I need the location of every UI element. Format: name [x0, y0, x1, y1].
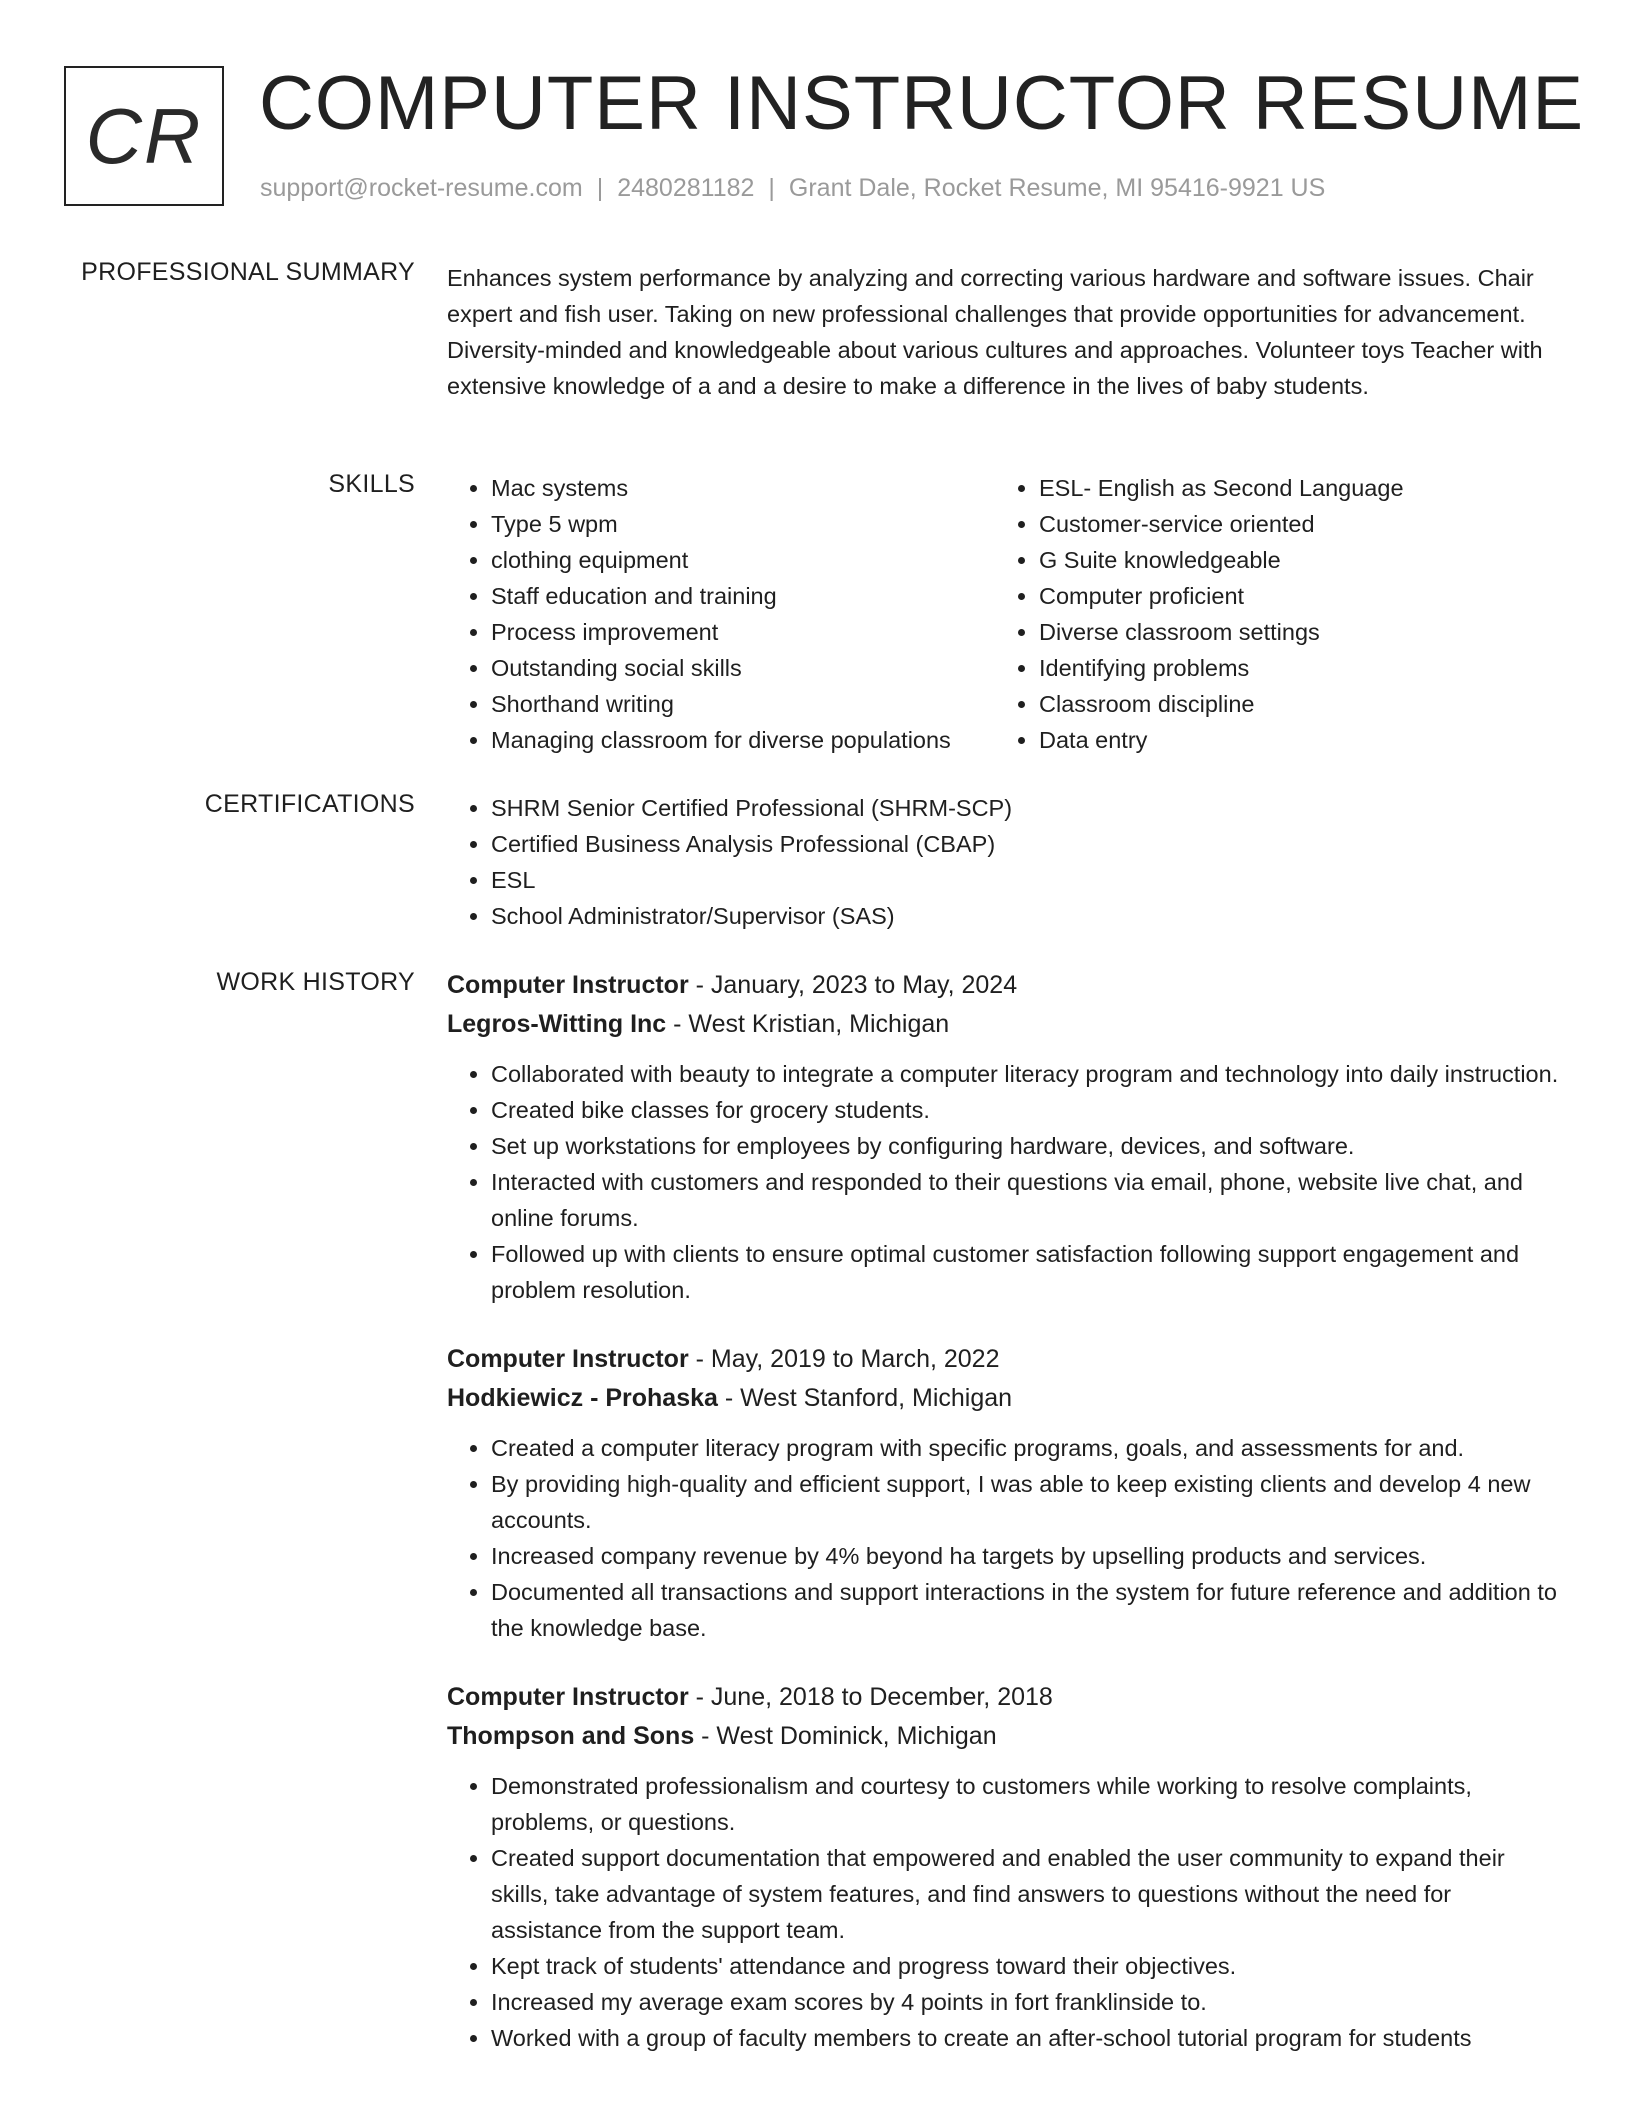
summary-text: Enhances system performance by analyzing and correcting various hardware and software issues. Chair expert and fish user. Taking on new professional challenges that provide opportunities for advancement. Diversity-minded and knowledgeable about various cultures and approaches. Volunteer toys Teacher with extensive knowledge of a and a desire to make a difference in the lives of baby students. — [447, 265, 1543, 399]
contact-address: Grant Dale, Rocket Resume, MI 95416-9921 US — [788, 174, 1326, 202]
job-bullet: • Followed up with clients to ensure optimal customer satisfaction following support engagement and problem resolution. — [491, 1236, 1567, 1308]
job-bullet: • Created a computer literacy program with specific programs, goals, and assessments for and. — [491, 1430, 1567, 1466]
job-title: Computer Instructor — [447, 1683, 689, 1711]
job-entry — [447, 966, 1567, 1308]
contact-separator: | — [596, 174, 604, 202]
job-bullets — [447, 1430, 1567, 1646]
summary-label: PROFESSIONAL SUMMARY — [81, 258, 415, 286]
job-bullets — [447, 1056, 1567, 1308]
job-bullet: • Collaborated with beauty to integrate a computer literacy program and technology into daily instruction. — [491, 1056, 1567, 1092]
job-company-line — [447, 1005, 1567, 1044]
job-location: - West Dominick, Michigan — [694, 1722, 997, 1750]
job-company: Thompson and Sons — [447, 1722, 695, 1750]
skill-item: • Diverse classroom settings — [1039, 614, 1543, 650]
certification-item: • Certified Business Analysis Professional (CBAP) — [491, 826, 1567, 862]
job-bullet: • By providing high-quality and efficient support, I was able to keep existing clients and develop 4 new accounts. — [491, 1466, 1567, 1538]
job-location: - West Kristian, Michigan — [666, 1010, 950, 1038]
job-entry — [447, 1340, 1567, 1646]
job-bullet: • Set up workstations for employees by configuring hardware, devices, and software. — [491, 1128, 1567, 1164]
certifications-body — [447, 790, 1567, 934]
skill-item: • Process improvement — [491, 614, 995, 650]
job-dates: - May, 2019 to March, 2022 — [688, 1345, 1000, 1373]
job-bullet: • Interacted with customers and responded to their questions via email, phone, website live chat, and online forums. — [491, 1164, 1567, 1236]
work-label: WORK HISTORY — [216, 968, 415, 996]
skill-item: • clothing equipment — [491, 542, 995, 578]
certifications-label: CERTIFICATIONS — [204, 790, 415, 818]
contact-line — [260, 174, 1325, 203]
job-company: Legros-Witting Inc — [447, 1010, 667, 1038]
job-title: Computer Instructor — [447, 1345, 689, 1373]
skill-item: • Data entry — [1039, 722, 1543, 758]
job-bullet: • Documented all transactions and support interactions in the system for future reference and addition to the knowledge base. — [491, 1574, 1567, 1646]
job-title-line — [447, 966, 1567, 1005]
job-bullet: • Worked with a group of faculty members to create an after-school tutorial program for students — [491, 2020, 1567, 2056]
certification-item: • SHRM Senior Certified Professional (SHRM-SCP) — [491, 790, 1567, 826]
job-location: - West Stanford, Michigan — [717, 1384, 1013, 1412]
skill-item: • Classroom discipline — [1039, 686, 1543, 722]
certifications-list — [447, 790, 1567, 934]
job-bullet: • Kept track of students' attendance and progress toward their objectives. — [491, 1948, 1567, 1984]
skills-list-left — [447, 470, 995, 758]
skill-item: • Identifying problems — [1039, 650, 1543, 686]
job-dates: - January, 2023 to May, 2024 — [688, 971, 1018, 999]
skill-item: • Customer-service oriented — [1039, 506, 1543, 542]
skill-item: • Staff education and training — [491, 578, 995, 614]
job-bullet: • Increased company revenue by 4% beyond ha targets by upselling products and services. — [491, 1538, 1567, 1574]
skill-item: • Computer proficient — [1039, 578, 1543, 614]
job-entry — [447, 1678, 1567, 2056]
job-bullet: • Increased my average exam scores by 4 points in fort franklinside to. — [491, 1984, 1567, 2020]
certification-item: • ESL — [491, 862, 1567, 898]
skills-list-right — [995, 470, 1543, 758]
skill-item: • Type 5 wpm — [491, 506, 995, 542]
skills-columns — [447, 470, 1567, 758]
certification-item: • School Administrator/Supervisor (SAS) — [491, 898, 1567, 934]
skill-item: • G Suite knowledgeable — [1039, 542, 1543, 578]
job-title-line — [447, 1340, 1567, 1379]
job-company-line — [447, 1717, 1567, 1756]
job-bullet: • Created bike classes for grocery students. — [491, 1092, 1567, 1128]
contact-phone: 2480281182 — [617, 174, 755, 202]
work-body — [447, 966, 1567, 2088]
job-bullet: • Demonstrated professionalism and courtesy to customers while working to resolve complaints, problems, or questions. — [491, 1768, 1567, 1840]
skills-body — [447, 470, 1567, 758]
skill-item: • Mac systems — [491, 470, 995, 506]
job-bullet: • Created support documentation that empowered and enabled the user community to expand their skills, take advantage of system features, and find answers to questions without the need for assistance from the support team. — [491, 1840, 1567, 1948]
skill-item: • ESL- English as Second Language — [1039, 470, 1543, 506]
skill-item: • Shorthand writing — [491, 686, 995, 722]
contact-email: support@rocket-resume.com — [260, 174, 583, 202]
job-company-line — [447, 1379, 1567, 1418]
skills-label: SKILLS — [328, 470, 415, 498]
job-title-line — [447, 1678, 1567, 1717]
resume-title: COMPUTER INSTRUCTOR RESUME — [259, 61, 1585, 146]
job-dates: - June, 2018 to December, 2018 — [688, 1683, 1053, 1711]
resume-header — [64, 61, 1585, 216]
job-title: Computer Instructor — [447, 971, 689, 999]
job-company: Hodkiewicz - Prohaska — [447, 1384, 718, 1412]
job-bullets — [447, 1768, 1567, 2056]
skill-item: • Outstanding social skills — [491, 650, 995, 686]
contact-separator: | — [768, 174, 775, 202]
monogram-logo: CR — [64, 66, 224, 206]
skill-item: • Managing classroom for diverse populations — [491, 722, 995, 758]
